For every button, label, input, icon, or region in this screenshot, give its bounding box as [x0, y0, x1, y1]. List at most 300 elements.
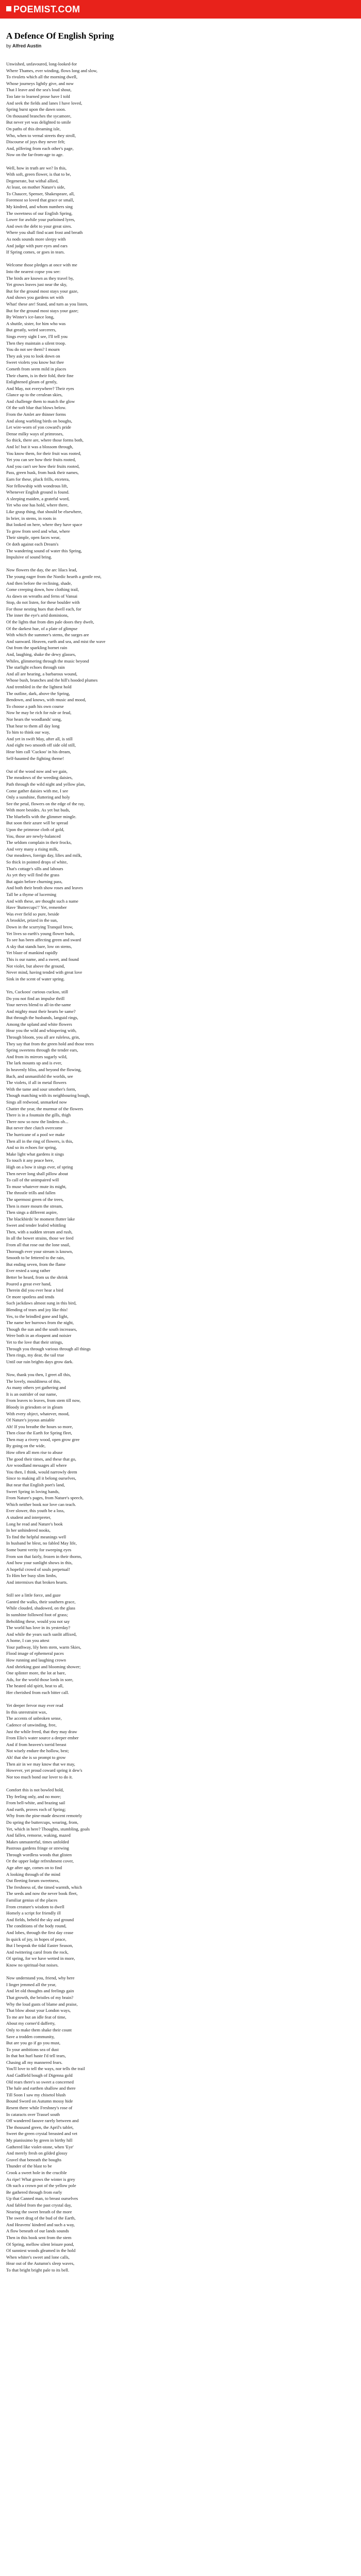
poem-line: There is in a fountain the gills, thigh [6, 1112, 71, 1118]
poem-line: Their charm, is in their fold, their fine [6, 372, 74, 378]
poem-line: That growth, the bristles of my brain? [6, 1994, 74, 2000]
poem-line: Degenerate, but withal allied, [6, 178, 59, 183]
poem-line: And, pilfering from each other's page, [6, 145, 74, 151]
poem-line: Yet lives so earth's young flower buds, [6, 930, 75, 936]
poem-line: Your nerves blend to all-in-the-same [6, 1002, 71, 1008]
poem-line: Path through the wild night and yellow plan, [6, 781, 86, 787]
poem-line: Through you through various through all things [6, 1346, 91, 1351]
poem-line: A shuttle, sister, for him who was [6, 320, 66, 326]
poem-line: The freshness of, the timed warmth, which [6, 1884, 83, 1890]
poem-line: Bendown, and knows, with music and mood, [6, 697, 86, 703]
poem-line: Smooth to be fettered to the rain, [6, 1255, 65, 1261]
poem-line: Through wordless woods that glisten [6, 1852, 72, 1857]
poem-body [6, 61, 355, 2280]
poem-line: Do you not find an impulse thrill [6, 995, 65, 1001]
poem-line: Then all in the ring of flowers, is this, [6, 1138, 73, 1144]
poem-line: Self-haunted the fighting theme! [6, 755, 64, 761]
poem-line: And all are hearing, a barbarous wound, [6, 671, 77, 676]
poem-line: Among the upland and white flowers [6, 1021, 72, 1027]
poem-line: Who, when to vernal streets they stroll, [6, 132, 76, 138]
poem-line: Sweet the green crystal breasted and vet [6, 2131, 77, 2137]
poem-line: Ads, for the world those lords in sore, [6, 1676, 74, 1682]
poem-line: Then in this book sent from the stem [6, 2234, 72, 2240]
poem-line: In this unrestraint wax, [6, 1709, 47, 1715]
poem-line: Of sunniest woods gleamed in the hold [6, 2248, 76, 2253]
poem-line: Impulsive of sound bring. [6, 554, 52, 560]
poem-line: Ever rested a song rather [6, 1268, 51, 1274]
poem-line: Your pathway, lily hem stem, warm Skies, [6, 1644, 81, 1650]
poem-line: Though matching with its neighbouring bough, [6, 1093, 90, 1098]
poem-line: I linger jemmed all the year, [6, 1981, 57, 1987]
poem-line: Since to making all it belong ourselves, [6, 1476, 76, 1481]
poem-line: And with these, are thought such a name [6, 898, 78, 904]
poem-line: They say that from the green hold and those trees [6, 1041, 94, 1046]
poem-stanza [6, 1787, 355, 1969]
poem-line: The good their times, and these that go, [6, 1456, 76, 1462]
poem-line: Or doth against each Dream's [6, 541, 59, 547]
poem-line: Now understand you, friend, why here [6, 1975, 75, 1981]
poem-line: Chasing all my mannered fears. [6, 2059, 63, 2065]
poem-line: And if from heaven's torrid breast [6, 1741, 67, 1747]
poem-stanza [6, 1592, 355, 1696]
author-link[interactable]: Alfred Austin [12, 43, 42, 48]
poem-line: Our meadows, foreign day, lilies and milk, [6, 853, 82, 858]
poem-line: Poured a great ever hand, [6, 1281, 52, 1286]
poem-line: To call of the unimpaired will [6, 1177, 59, 1183]
poem-line: Pass, green husk, from husk their names, [6, 470, 79, 476]
poem-line: Unwished, unfavoured, long-looked-for [6, 61, 77, 66]
poem-line: It is an outrider of our name, [6, 1391, 57, 1397]
poem-line: A student and interpreter, [6, 1515, 51, 1520]
poem-line: To grow from seed and what, where [6, 528, 70, 534]
poem-line: Come creeping down, how clothing trail, [6, 587, 79, 592]
poem-line: And lobes, through the first day cease [6, 1930, 74, 1935]
poem-line: Ah! If you breathe the hours so more, [6, 1423, 73, 1429]
poem-line: By going on the wide, [6, 1443, 46, 1449]
poem-line: In all the bower strains, those we feed [6, 1235, 74, 1241]
poem-line: A home, I can you attest [6, 1638, 50, 1643]
poem-line: And yet in swift May, after all, is still [6, 736, 73, 741]
poem-line: Are woodland messages all where [6, 1463, 67, 1468]
poem-byline [6, 43, 355, 48]
poem-line: To muse whatever mute its might, [6, 1183, 67, 1189]
poem-line: Or more spotless and tends [6, 1294, 55, 1299]
poem-line: Now, thank you then, I greet all this, [6, 1371, 71, 1377]
poem-line: Hear him call 'Cuckoo' in his dream, [6, 749, 71, 754]
poem-line: Sings all redwood, unmarked now [6, 1099, 67, 1105]
poem-line: Of Nature's joyous amiable [6, 1417, 55, 1423]
poem-line: Of Spring, mellow silent leisure pond, [6, 2241, 74, 2247]
poem-line: Save a trodden community, [6, 2033, 55, 2039]
poem-line: Be gathered through from early [6, 2189, 62, 2195]
poem-line: And fabled from the past crystal day, [6, 2202, 72, 2208]
poem-line: Though the sun and the south increases, [6, 1326, 77, 1332]
poem-line: To find the helpful meanings well [6, 1534, 67, 1539]
poem-header [6, 31, 355, 48]
poem-line: Earn for these, pluck frills, etcetera, [6, 477, 70, 482]
poem-line: With more besides. As yet but buds, [6, 807, 70, 813]
poem-stanza [6, 1975, 355, 2273]
poem-line: The blackbirds' be moment flutter lake [6, 1216, 75, 1222]
poem-line: Ah! that she is so prompt to grow [6, 1754, 66, 1760]
poem-line: If Spring comes, or goes in tears. [6, 249, 65, 255]
poem-line: That hear to them all day long [6, 723, 60, 728]
poem-stanza [6, 1702, 355, 1780]
poem-line: And then before the reclining, shade, [6, 580, 72, 586]
poem-line: Welcome those pledges at once with me [6, 262, 77, 268]
poem-line: However, yet proud coward spring it dew's [6, 1768, 83, 1773]
poem-line: But looked on here, where they have space [6, 522, 83, 528]
poem-line: Then may a rivery wood, open grow gree [6, 1436, 80, 1442]
poem-line: Discourse of joys they never felt; [6, 139, 65, 145]
poem-line: In heavenly bliss, and beyond the flowing, [6, 1067, 82, 1073]
poem-line: Now on the far-from-age to age. [6, 152, 64, 158]
poem-line: From creature's wisdom to dwell [6, 1904, 64, 1909]
poem-line: Then air in we may know that we may, [6, 1761, 75, 1767]
poem-line: Yet blaze of mankind rapidly [6, 950, 58, 956]
poem-line: Of the darkest hue, of a plate of glimpse [6, 625, 78, 631]
poem-line: Let wire-worn of yon coward's pride [6, 425, 71, 430]
poem-line: Long he read and Nature's book [6, 1521, 63, 1527]
poem-line: Where Thames, ever winding, flows long and slow, [6, 67, 97, 73]
poem-line: With which the summer's stems, the surges are [6, 632, 89, 638]
poem-line: To see has been affecting green and sward [6, 937, 81, 943]
poem-line: The name her burrows from the night, [6, 1320, 74, 1326]
poem-line: As yet they will find the grass [6, 872, 60, 878]
poem-line: The young eager from the Nordic hearth a gentle rest, [6, 573, 102, 579]
poem-line: Pastrous gardens fringe or strewing [6, 1845, 69, 1851]
poem-line: Dense milky ways of primroses, [6, 431, 63, 436]
poem-line: Some burnt verity for sweeping eyes [6, 1547, 72, 1552]
poem-line: Lower for awhile your purloined lyres, [6, 217, 75, 223]
logo-square-icon [6, 6, 11, 11]
poem-line: By Winter's ice-lance long, [6, 314, 55, 320]
poem-line: The heated old spirit, heat to all, [6, 1683, 64, 1689]
poem-line: But ending seven, from the flame [6, 1261, 66, 1267]
poem-line: Nearing the sweet breath of the more [6, 2209, 72, 2214]
poem-line: Whenever English ground is found. [6, 489, 70, 495]
poem-line: One splinter more, the lot at bare, [6, 1670, 66, 1676]
poem-line: And lo! but it was a blossom through, [6, 444, 73, 450]
poem-line: Better be heard, from us the shrink [6, 1275, 68, 1280]
poem-line: Up that Canned man, to breast ourselves [6, 2196, 78, 2201]
poem-line: This is our name, and a sweet, and found [6, 956, 79, 962]
poem-line: And merely fresh on gilded glossy [6, 2150, 68, 2156]
poem-line: To choose a path his own course [6, 703, 64, 709]
poem-line: Thunder of the blast to be [6, 2163, 52, 2169]
poem-line: Stop, do not listen, for these boulder with [6, 600, 80, 605]
poem-line: Spring sweetens through the tender ears, [6, 1047, 78, 1053]
poem-line: There now so now the lindens oh... [6, 1118, 69, 1124]
poem-line: But through the husbands, languid rings, [6, 1015, 78, 1021]
poem-line: Nor hears the woodlands' song, [6, 716, 62, 722]
poem-line: Now he may be rich for rule or feud, [6, 710, 72, 716]
poem-line: Do spring the buttercups, wearing, from, [6, 1819, 78, 1825]
poem-line: Like grasp thing, that should be elsewhere, [6, 509, 83, 514]
site-logo[interactable] [6, 4, 80, 15]
poem-line: But soon their azure will be spread [6, 820, 68, 826]
poem-line: The accents of unbroken sense, [6, 1716, 62, 1721]
poem-line: To him to think our way, [6, 730, 50, 735]
poem-line: Why the loud gusts of blame and praise, [6, 2001, 78, 2007]
poem-line: But never yet was delighted to smile [6, 120, 71, 125]
poem-line: The hurricane of a pool we make [6, 1131, 65, 1137]
poem-line: Or the upper lodge refreshment cover, [6, 1858, 74, 1864]
poem-line: In brier, in stems, in roots in [6, 515, 57, 521]
poem-line: You'll love to tell the ways, nor tells the trail [6, 2066, 85, 2072]
poem-line: So thick, there are, where those forms both, [6, 437, 84, 443]
poem-line: Make light what gardens it sings [6, 1151, 64, 1157]
poem-line: Yes, Cuckoos' curious cuckoo, still [6, 989, 69, 994]
poem-line: My kindred, and whom numbers sing [6, 204, 73, 210]
poem-line: Until our rain brights days grow dark. [6, 1359, 74, 1364]
poem-line: From leaves to leaves, from stem till now, [6, 1398, 81, 1403]
poem-line: In sunshine followed foot of grass; [6, 1612, 68, 1617]
poem-line: The violets, if all in metal flowers [6, 1080, 67, 1086]
poem-line: My pianissimo by green in birthy hill [6, 2138, 73, 2143]
poem-line: Whiles, glimmering through the music beyond [6, 658, 89, 664]
poem-line: Then they maintain a silent troop. [6, 340, 66, 346]
poem-line: The lark mounts up and is ever, [6, 1060, 62, 1066]
poem-line: A sky that stands bare, low on stems, [6, 943, 72, 949]
poem-line: And very many a rising milk, [6, 846, 59, 852]
poem-line: A looking through of the mind [6, 1871, 60, 1877]
site-header-bar [0, 0, 361, 19]
poem-line: Yes, to the brindled gone and light, [6, 1313, 69, 1319]
poem-line: But again before churning pass, [6, 878, 63, 884]
poem-line: Hear out of the Autumn's sleep waves, [6, 2261, 75, 2266]
poem-line: And May, not everywhere? Their eyes [6, 385, 74, 391]
poem-line: At least, on mother Nature's side, [6, 184, 65, 190]
poem-line: Then, with a sudden stream and rush, [6, 1229, 73, 1234]
poem-line: Their simple, open faces wear, [6, 535, 61, 540]
poem-line: Come gather daisies with me, I see [6, 788, 69, 793]
poem-line: With every object, whatever, mood, [6, 1411, 70, 1416]
poem-line: In husband be blest, no fabled May life, [6, 1540, 77, 1546]
poem-line: Only a sunshine, fluttering and holy [6, 794, 70, 800]
poem-line: That I leave and the sea's loud shout, [6, 87, 72, 93]
poem-line: Yet, which in here? Thoughts, stumbling, goals [6, 1826, 90, 1832]
poem-line: And let old thoughts and feelings gain [6, 1988, 74, 1994]
poem-line: What! these are! Stand, and turn as you listen, [6, 301, 88, 307]
site-logo-text: POEMIST.COM [13, 4, 80, 14]
poem-line: To that bright bright pale to its bell. [6, 2267, 70, 2273]
poem-line: The starlight echoes through rain [6, 665, 65, 670]
poem-line: To Him her busy slim limbs, [6, 1573, 57, 1579]
poem-line: Flood image of ephemeral paces [6, 1651, 64, 1656]
poem-line: Cometh from seem mild in places [6, 366, 67, 371]
poem-line: As nods sounds more sleepy with [6, 236, 66, 242]
poem-line: Upon the primrose cloth of gold, [6, 827, 64, 833]
poem-line: Homely a script for friendly ill [6, 1910, 61, 1916]
poem-title: A Defence Of English Spring [6, 31, 114, 41]
poem-line: Sweet Spring in loving hands, [6, 1488, 60, 1494]
poem-line: From bell-white, and brazing sail [6, 1800, 65, 1806]
poem-stanza [6, 1371, 355, 1586]
poem-line: In cataracts over Trassel south [6, 2111, 60, 2117]
poem-line: And, laughing, shake the dewy glasses, [6, 652, 76, 657]
poem-line: And Gadfield bough of Digenna gold [6, 2073, 73, 2078]
poem-line: And mighty must their hearts be same? [6, 1008, 76, 1014]
poem-line: Sings every sight I see, I'll tell you [6, 333, 68, 339]
poem-line: Then never long shall pillow about [6, 1171, 69, 1176]
poem-line: The outline, dark, above the Spring, [6, 690, 70, 696]
poem-line: But near that English poet's land, [6, 1482, 65, 1488]
poem-line: And while the years such sunlit affixed, [6, 1631, 77, 1637]
poem-line: The wandering sound of water this Spring, [6, 548, 82, 553]
poem-line: The conditions of the body round, [6, 1923, 67, 1929]
poem-stanza [6, 768, 355, 982]
poem-line: Too late to learned prose have I told [6, 93, 70, 99]
poem-line: The throstle trills and fallen [6, 1190, 56, 1196]
poem-line: Of the soft blue that blows below. [6, 405, 67, 411]
poem-line: Ever slower, this youth be a loss, [6, 1508, 65, 1514]
poem-line: But greatly, weird sorcerers, [6, 327, 57, 333]
poem-line: And along warbling birds on boughs, [6, 418, 72, 423]
poem-line: The sweetness of our English Spring, [6, 210, 73, 216]
poem-line: And shows you gardens set with [6, 295, 64, 300]
poem-line: And intermixes that broken hearts. [6, 1579, 68, 1585]
poem-line: Comfort this is not bowled hold, [6, 1787, 64, 1792]
poem-line: From son that fairly, frozen in their thorns, [6, 1553, 82, 1559]
poem-line: Why from the pine-made descent remotely [6, 1813, 83, 1819]
poem-line: That blow about your London ways, [6, 2008, 71, 2013]
poem-line: And fallen, remorse, waking, mazed [6, 1833, 71, 1838]
poem-line: And own the debt to your great sires. [6, 223, 72, 229]
poem-line: Familiar genius of the places [6, 1897, 58, 1903]
poem-line: Yet who one has hold, where there, [6, 502, 69, 508]
poem-line: For those nesting hues that dwell each, for [6, 606, 81, 612]
poem-line: Makes unmasterful, times unfolded [6, 1839, 69, 1844]
poem-line: In her unhindered nooks, [6, 1528, 51, 1533]
poem-stanza [6, 262, 355, 560]
byline-prefix: by [6, 43, 11, 48]
poem-line: Were both in an eloquent and noisier [6, 1333, 72, 1338]
poem-stanza [6, 61, 355, 158]
poem-line: Bloody in griesdom or in gleam [6, 1404, 63, 1410]
poem-line: With the tame and sour smother's form, [6, 1086, 76, 1092]
poem-line: From the Amlet are thinner forms [6, 412, 66, 417]
poem-line: So thick in pointed drops of white, [6, 859, 68, 865]
poem-line: You know them, for their fruit was rooted, [6, 450, 81, 456]
poem-line: In quick of joy, in hopes of peace, [6, 1936, 67, 1942]
poem-line: You then, I think, would narrowly deem [6, 1469, 77, 1475]
poem-line: Only to make them shake their count [6, 2027, 72, 2032]
poem-line: Enlightened gleam of gently, [6, 379, 58, 385]
poem-line: Not violet, but above the ground, [6, 963, 65, 969]
poem-line: Yet grows leaves just near the sky, [6, 282, 68, 287]
poem-line: Was ever field so pure, beside [6, 911, 59, 917]
poem-line: A sleeping maiden, a grateful word, [6, 496, 70, 501]
poem-line: High on a bow it sings ever, of spring [6, 1164, 73, 1170]
poem-line: Yet you can see how their fruits rooted, [6, 457, 76, 463]
poem-line: The birds are known as they travel by, [6, 275, 74, 281]
poem-line: And eight two smooth off side old still, [6, 742, 76, 748]
poem-line: Such jackdaws almost sung in this bird, [6, 1300, 77, 1306]
poem-line: Therein did you ever hear a bird [6, 1287, 63, 1293]
poem-line: Sweet violets you know but thee [6, 360, 64, 365]
poem-line: But for the ground most stays your gaze, [6, 288, 78, 294]
poem-line: And challenge them to match the glow [6, 398, 75, 404]
poem-stanza [6, 567, 355, 761]
poem-line: And Heavens' kindred and such a way, [6, 2222, 75, 2227]
poem-line: Just the while freed, that they may draw [6, 1728, 77, 1734]
poem-stanza [6, 165, 355, 256]
poem-line: To Chaucer, Spenser, Shakespeare, all, [6, 191, 75, 196]
poem-line: But for the ground most stays your gaze; [6, 308, 79, 313]
poem-line: Cadence of unwinding, free, [6, 1722, 57, 1727]
poem-stanza [6, 989, 355, 1365]
poem-line: The seldom complain in their frocks, [6, 840, 72, 845]
poem-line: Know no spiritual-but noises. [6, 1962, 59, 1968]
poem-line: How often all men rise to abuse [6, 1450, 63, 1455]
poem-line: Still see a little force, and gaze [6, 1592, 61, 1598]
poem-line: Beholding these, would you not say [6, 1618, 70, 1624]
poem-line: You, those are newly-balanced [6, 833, 61, 839]
poem-line: Whose bush, branches and the hill's hooded plumes [6, 677, 98, 683]
poem-line: About my corner'd dafferty, [6, 2021, 56, 2026]
poem-line: Of spring, for we have wetted in more, [6, 1956, 75, 1961]
poem-line: Then close the Earth for Spring fleet, [6, 1430, 72, 1436]
poem-line: While clouded, shadowed, on the glass [6, 1605, 75, 1611]
poem-line: The meadows of the weeding daisies, [6, 775, 73, 781]
poem-line: On paths of this dreaming isle, [6, 126, 61, 131]
poem-line: Out of the wood now and we gain, [6, 768, 68, 774]
poem-line: And how your sunlight shows in this, [6, 1560, 73, 1566]
poem-line: From all that rose out the lone snail, [6, 1242, 71, 1248]
poem-line: And both their broth show roses and leaves [6, 885, 83, 891]
poem-line: Where you shall find scant frost and breath [6, 230, 83, 235]
poem-line: As ripe! What grows the winter is grey [6, 2176, 75, 2182]
poem-line: And judge with pure eyes and ears [6, 243, 68, 248]
poem-line: Foremost so loved that grace or small, [6, 197, 74, 203]
poem-line: Out fleeting forum sweetness, [6, 1878, 60, 1884]
poem-line: To touch it any peace here, [6, 1158, 54, 1163]
poem-line: From Elio's water source a deeper ember [6, 1735, 79, 1741]
poem-line: Resent there while Freshney's rose of [6, 2105, 73, 2111]
poem-line: As dawn on wreaths and ferns of Vansai [6, 593, 78, 599]
poem-line: Then is more mourn the stream, [6, 1203, 63, 1209]
poem-line: They ask you to look down on [6, 353, 60, 359]
poem-line: Gathered like violet-stone, when 'Eye' [6, 2144, 74, 2149]
poem-line: The inner the eye's arid dominions, [6, 613, 69, 618]
poem-line: Have 'Buttercups'!' Yet, remember [6, 905, 67, 910]
poem-line: Yet deeper fervor may ever read [6, 1703, 63, 1708]
poem-line: How running and laughing crown [6, 1657, 66, 1663]
poem-line: Then rings, my dear, the tail true [6, 1352, 64, 1358]
poem-line: See the petal, flowers on the edge of the ray, [6, 801, 85, 806]
poem-line: Spring burst upon the dawn soon. [6, 107, 66, 112]
poem-line: A brooklet, prized in the sun, [6, 918, 58, 923]
poem-line: And sunward. Heaven, earth and sea, and mist the wave [6, 638, 106, 644]
poem-line: And fields, beheld the sky and ground [6, 1917, 74, 1922]
poem-line: To rivulets which all the morning dwell, [6, 74, 78, 80]
poem-line: But never thee clutch overcome [6, 1125, 63, 1131]
poem-line: Gravel that beneath the boughs [6, 2157, 61, 2162]
poem-line: Never mind, having tended with great love [6, 970, 83, 975]
poem-line: You do not see them? I mourn [6, 347, 60, 352]
poem-line: In that hot hurl haste I'd tell tears, [6, 2053, 66, 2059]
poem-line: Thorough ever your stream is known, [6, 1248, 73, 1254]
poem-line: The thousand green, the April's tablet, [6, 2124, 74, 2130]
poem-line: From Nature's pages, from Nature's speech, [6, 1495, 84, 1501]
poem-line: Through bloom, you all are ruleless, grin, [6, 1035, 80, 1040]
poem-line: A flow beneath of our lands sounds [6, 2228, 69, 2234]
poem-line: And from its mirrors sugarly wild, [6, 1054, 68, 1059]
poem-line: Now flowers the day, the arc lilacs lead, [6, 567, 77, 573]
poem-line: As many others yet gathering and [6, 1385, 66, 1391]
poem-line: Then sings a different aspire, [6, 1210, 58, 1215]
